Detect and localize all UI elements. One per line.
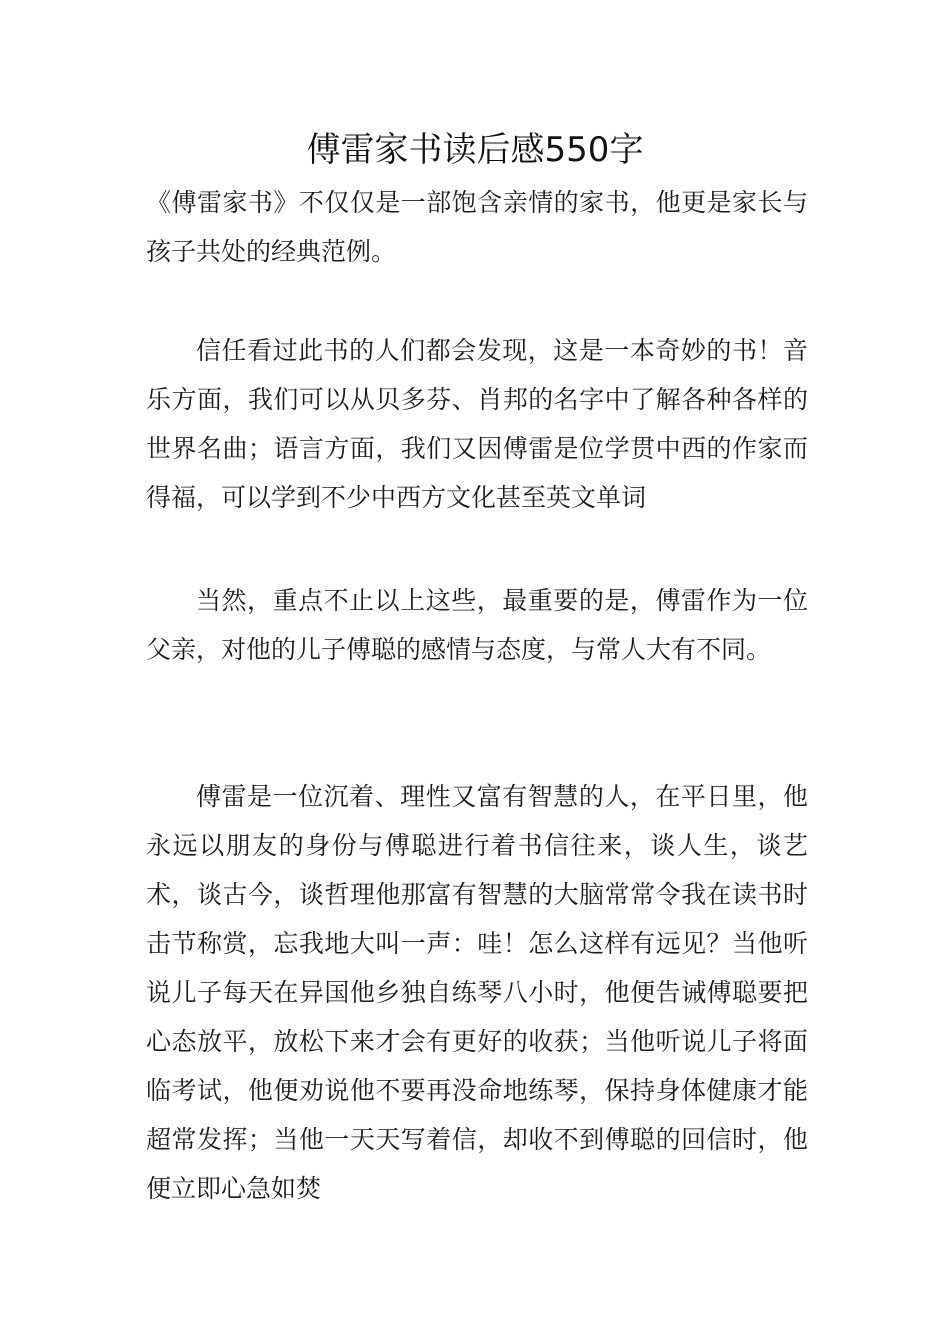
paragraph-fu-lei-character: 傅雷是一位沉着、理性又富有智慧的人，在平日里，他永远以朋友的身份与傅聪进行着书信往来，谈人生，谈艺术，谈古今，谈哲理他那富有智慧的大脑常常令我在读书时击节称赏，忘我地大叫一声：哇！怎么这样有远见？当他听说儿子每天在异国他乡独自练琴八小时，他便告诫傅聪要把心态放平，放松下来才会有更好的收获；当他听说儿子将面临考试，他便劝说他不要再没命地练琴，保持身体健康才能超常发挥；当他一天天写着信，却收不到傅聪的回信时，他便立即心急如焚 (146, 782, 808, 1203)
paragraph-father-attitude: 当然，重点不止以上这些，最重要的是，傅雷作为一位父亲，对他的儿子傅聪的感情与态度，与常人大有不同。 (146, 586, 808, 664)
document-title: 傅雷家书读后感550字 (306, 130, 644, 170)
paragraph-intro: 《傅雷家书》不仅仅是一部饱含亲情的家书，他更是家长与孩子共处的经典范例。 (146, 188, 808, 266)
paragraph-music-language: 信任看过此书的人们都会发现，这是一本奇妙的书！音乐方面，我们可以从贝多芬、肖邦的名字中了解各种各样的世界名曲；语言方面，我们又因傅雷是位学贯中西的作家而得福，可以学到不少中西方文化甚至英文单词 (146, 336, 808, 512)
